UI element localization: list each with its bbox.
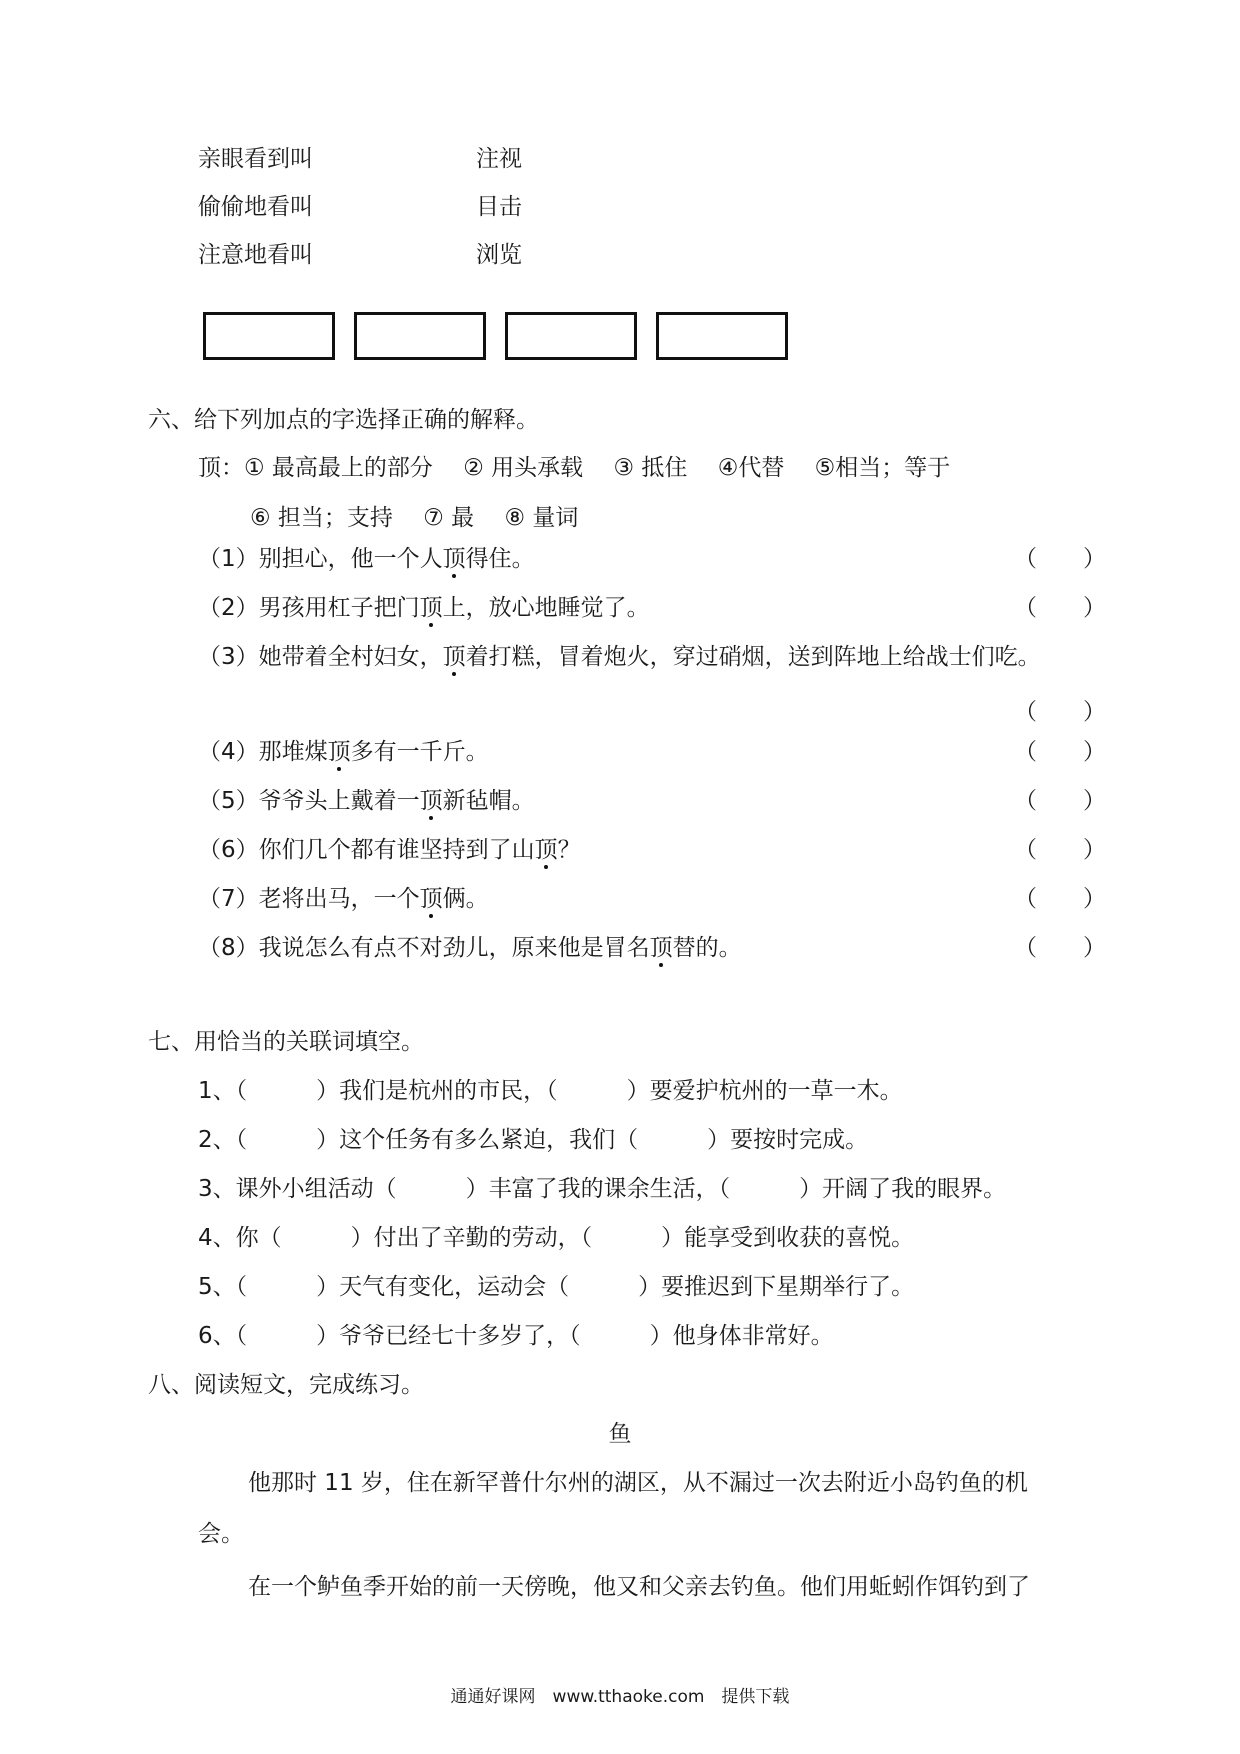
answer-paren-4[interactable]: （ ） [1014, 739, 1106, 765]
dotted-char: 顶 [419, 886, 443, 912]
answer-box-4[interactable] [656, 312, 788, 360]
section6-item-2: （2）男孩用杠子把门顶上，放心地睡觉了。 [198, 595, 650, 621]
match-right-2: 目击 [476, 194, 522, 220]
passage-p1-line2: 会。 [198, 1521, 244, 1547]
dotted-char: 顶 [649, 935, 673, 961]
answer-paren-5[interactable]: （ ） [1014, 788, 1106, 814]
section6-item-7: （7）老将出马，一个顶俩。 [198, 886, 489, 912]
section7-item-2: 2、（ ）这个任务有多么紧迫，我们（ ）要按时完成。 [198, 1127, 869, 1153]
section6-item-4: （4）那堆煤顶多有一千斤。 [198, 739, 489, 765]
answer-box-1[interactable] [203, 312, 335, 360]
dotted-char: 顶 [419, 595, 443, 621]
dotted-char: 顶 [442, 546, 466, 572]
match-left-1: 亲眼看到叫 [198, 146, 313, 172]
answer-paren-3[interactable]: （ ） [1014, 699, 1106, 725]
answer-paren-1[interactable]: （ ） [1014, 546, 1106, 572]
section6-options-line1: 顶：① 最高最上的部分 ② 用头承载 ③ 抵住 ④代替 ⑤相当；等于 [198, 455, 951, 481]
passage-title: 鱼 [608, 1421, 632, 1447]
dotted-char: 顶 [534, 837, 558, 863]
passage-p2-line1: 在一个鲈鱼季开始的前一天傍晚，他又和父亲去钓鱼。他们用蚯蚓作饵钓到了 [248, 1574, 1030, 1600]
match-left-2: 偷偷地看叫 [198, 194, 313, 220]
dotted-char: 顶 [327, 739, 351, 765]
section6-item-3: （3）她带着全村妇女，顶着打糕，冒着炮火，穿过硝烟，送到阵地上给战士们吃。 [198, 644, 1041, 670]
section6-item-6: （6）你们几个都有谁坚持到了山顶？ [198, 837, 581, 863]
answer-paren-2[interactable]: （ ） [1014, 595, 1106, 621]
section7-item-1: 1、（ ）我们是杭州的市民，（ ）要爱护杭州的一草一木。 [198, 1078, 903, 1104]
dotted-char: 顶 [419, 788, 443, 814]
section7-heading: 七、用恰当的关联词填空。 [148, 1029, 424, 1055]
section8-heading: 八、阅读短文，完成练习。 [148, 1372, 424, 1398]
passage-p1-line1: 他那时 11 岁，住在新罕普什尔州的湖区，从不漏过一次去附近小岛钓鱼的机 [248, 1470, 1028, 1496]
answer-paren-6[interactable]: （ ） [1014, 837, 1106, 863]
section6-item-5: （5）爷爷头上戴着一顶新毡帽。 [198, 788, 535, 814]
answer-paren-8[interactable]: （ ） [1014, 935, 1106, 961]
section6-item-8: （8）我说怎么有点不对劲儿，原来他是冒名顶替的。 [198, 935, 742, 961]
section7-item-5: 5、（ ）天气有变化，运动会（ ）要推迟到下星期举行了。 [198, 1274, 915, 1300]
answer-box-2[interactable] [354, 312, 486, 360]
section7-item-3: 3、课外小组活动（ ）丰富了我的课余生活，（ ）开阔了我的眼界。 [198, 1176, 1007, 1202]
section6-options-line2: ⑥ 担当；支持 ⑦ 最 ⑧ 量词 [250, 505, 579, 531]
section7-item-4: 4、你（ ）付出了辛勤的劳动，（ ）能享受到收获的喜悦。 [198, 1225, 915, 1251]
answer-box-3[interactable] [505, 312, 637, 360]
match-right-3: 浏览 [476, 242, 522, 268]
section6-item-1: （1）别担心，他一个人顶得住。 [198, 546, 535, 572]
match-left-3: 注意地看叫 [198, 242, 313, 268]
section6-heading: 六、给下列加点的字选择正确的解释。 [148, 407, 539, 433]
section7-item-6: 6、（ ）爷爷已经七十多岁了，（ ）他身体非常好。 [198, 1323, 834, 1349]
answer-paren-7[interactable]: （ ） [1014, 886, 1106, 912]
dotted-char: 顶 [442, 644, 466, 670]
match-right-1: 注视 [476, 146, 522, 172]
footer-download-note: 通通好课网 www.tthaoke.com 提供下载 [450, 1687, 790, 1707]
